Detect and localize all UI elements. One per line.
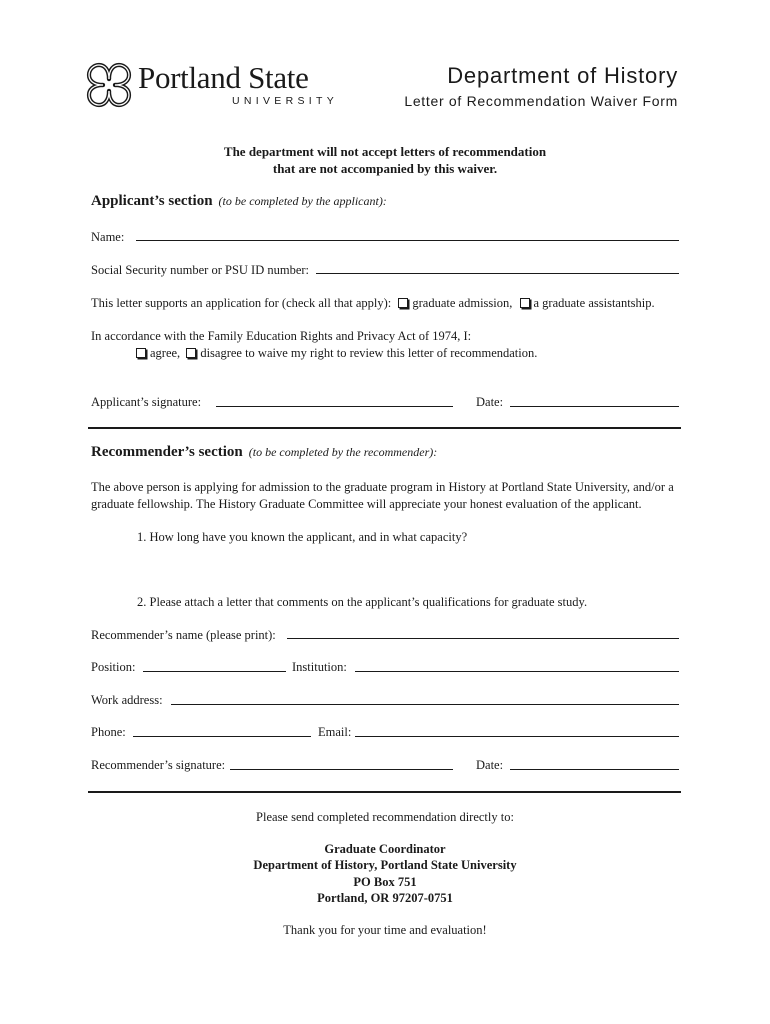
recommender-signature-label: Recommender’s signature: [91, 758, 226, 772]
address-line-1: Graduate Coordinator [324, 842, 446, 856]
email-label: Email: [318, 725, 352, 739]
recommender-intro: The above person is applying for admission to the graduate program in History at Portland State University, and/or a graduate fellowship. The History Graduate Committee will appreciate your honest evaluation of the applicant. [91, 480, 674, 511]
agree-checkbox[interactable] [136, 348, 146, 358]
id-label: Social Security number or PSU ID number: [91, 263, 310, 277]
question-2: 2. Please attach a letter that comments on the applicant’s qualifications for graduate study. [137, 595, 588, 609]
work-address-label: Work address: [91, 693, 163, 707]
assistantship-checkbox[interactable] [520, 298, 530, 308]
address-line-3: PO Box 751 [353, 875, 417, 889]
address-line-2: Department of History, Portland State University [253, 858, 517, 872]
graduate-admission-label: graduate admission, [412, 296, 513, 310]
recommender-date-label: Date: [476, 758, 504, 772]
position-label: Position: [91, 660, 136, 674]
position-field[interactable] [143, 671, 286, 672]
question-1: 1. How long have you known the applicant, and in what capacity? [137, 530, 468, 544]
psu-logo-icon [86, 62, 132, 108]
recommender-signature-field[interactable] [230, 769, 453, 770]
recommender-name-label: Recommender’s name (please print): [91, 628, 276, 642]
agree-label: agree, [150, 346, 181, 360]
phone-label: Phone: [91, 725, 126, 739]
ferpa-text: In accordance with the Family Education Rights and Privacy Act of 1974, I: [91, 329, 472, 343]
name-label: Name: [91, 230, 125, 244]
recommender-heading-text: Recommender’s section [91, 444, 243, 460]
waiver-row [136, 345, 537, 361]
department-title: Department of History [447, 63, 678, 88]
section-divider [88, 427, 681, 429]
recommender-heading-note: (to be completed by the recommender): [248, 445, 438, 459]
notice-line-1: The department will not accept letters of recommendation [223, 144, 547, 159]
applicant-date-label: Date: [476, 395, 504, 409]
applicant-heading-note: (to be completed by the applicant): [218, 194, 387, 208]
institution-label: Institution: [292, 660, 347, 674]
applicant-date-field[interactable] [510, 406, 679, 407]
form-title: Letter of Recommendation Waiver Form [404, 93, 678, 109]
applicant-heading-text: Applicant’s section [91, 193, 213, 209]
graduate-admission-checkbox[interactable] [398, 298, 408, 308]
assistantship-label: a graduate assistantship. [533, 296, 655, 310]
disagree-checkbox[interactable] [186, 348, 196, 358]
phone-field[interactable] [133, 736, 311, 737]
email-field[interactable] [355, 736, 679, 737]
recommender-section-heading [91, 444, 437, 461]
supports-label: This letter supports an application for (check all that apply): [91, 296, 392, 310]
work-address-field[interactable] [171, 704, 679, 705]
id-field[interactable] [316, 273, 679, 274]
applicant-section-heading [91, 193, 387, 210]
thank-you-text: Thank you for your time and evaluation! [283, 923, 487, 937]
supports-row [91, 295, 655, 311]
logo-wordmark: Portland State [138, 60, 309, 95]
applicant-signature-label: Applicant’s signature: [91, 395, 202, 409]
recommender-date-field[interactable] [510, 769, 679, 770]
notice-line-2: that are not accompanied by this waiver. [272, 161, 498, 176]
institution-field[interactable] [355, 671, 679, 672]
applicant-signature-field[interactable] [216, 406, 453, 407]
recommender-name-field[interactable] [287, 638, 679, 639]
footer-divider [88, 791, 681, 793]
logo-subtitle: UNIVERSITY [232, 95, 339, 107]
disagree-label: disagree to waive my right to review this letter of recommendation. [200, 346, 538, 360]
name-field[interactable] [136, 240, 679, 241]
send-instructions: Please send completed recommendation directly to: [256, 810, 514, 824]
address-line-4: Portland, OR 97207-0751 [317, 891, 453, 905]
